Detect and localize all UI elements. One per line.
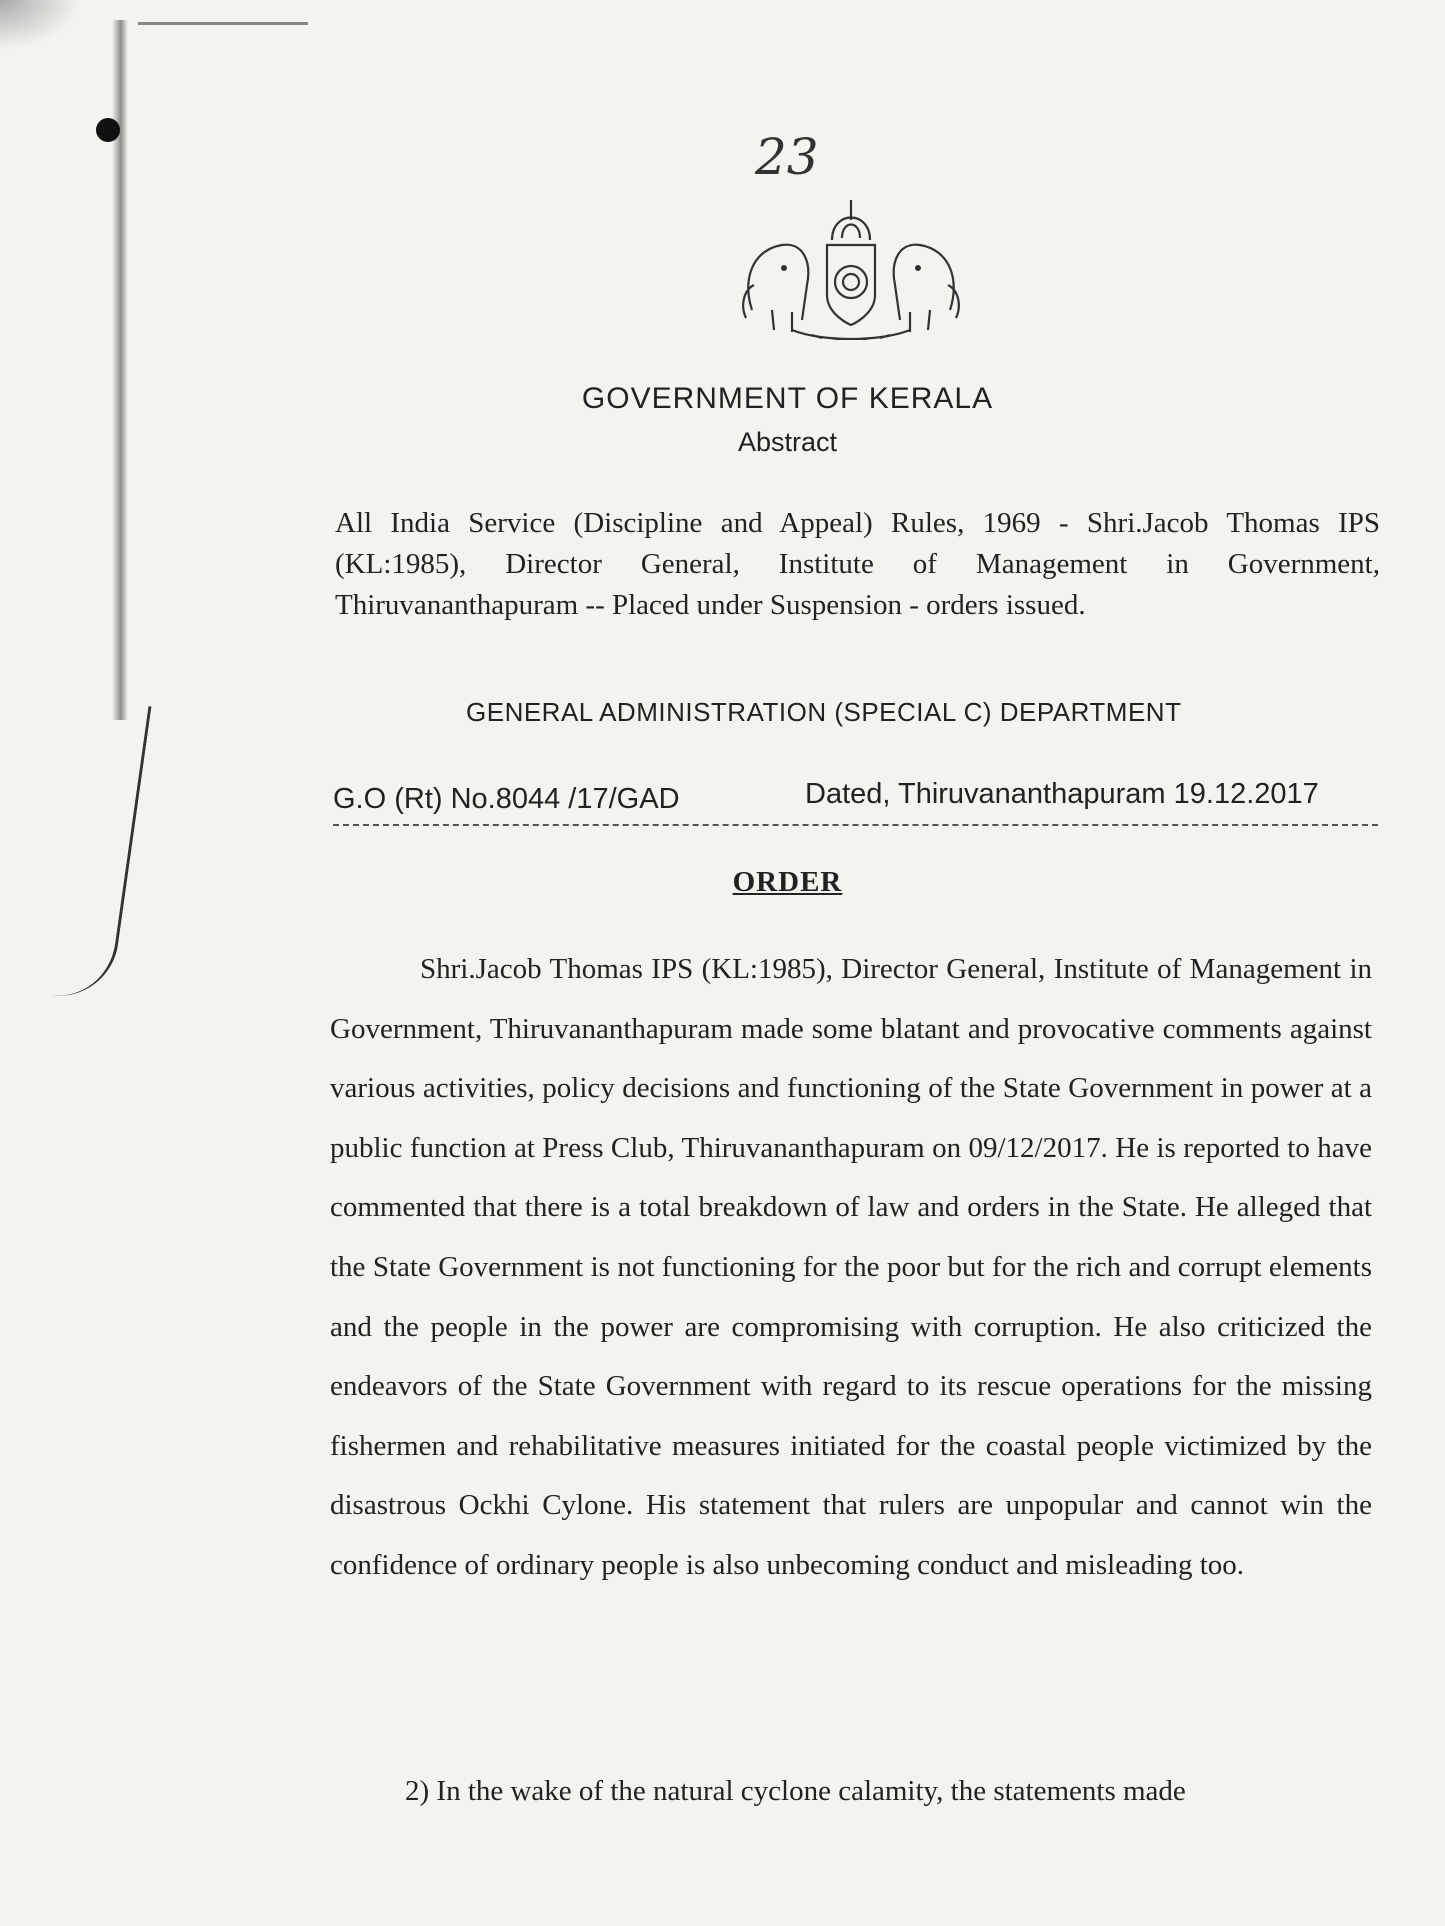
kerala-state-emblem-icon (732, 190, 970, 340)
paragraph-2-text: 2) In the wake of the natural cyclone calamity, the statements made (405, 1775, 1186, 1807)
handwritten-page-number: 23 (755, 128, 819, 186)
scan-artifact-line (138, 22, 308, 25)
scan-smudge (0, 0, 80, 50)
order-paragraph-1 (330, 940, 1372, 1596)
order-paragraph-2 (330, 1762, 1372, 1821)
department-name: GENERAL ADMINISTRATION (SPECIAL C) DEPARTMENT (466, 697, 1182, 727)
go-number: G.O (Rt) No.8044 /17/GAD (333, 783, 680, 815)
order-heading: ORDER (732, 866, 843, 898)
paragraph-1-text: Shri.Jacob Thomas IPS (KL:1985), Director General, Institute of Management in Government, Thiruvananthapuram made some blatant and provocative comments against various activities, policy decisions and functioning of the State Government in power at a public function at Press Club, Thiruvananthapuram on 09/12/2017. He is reported to have commented that there is a total breakdown of law and orders in the State. He alleged that the State Government is not functioning for the poor but for the rich and corrupt elements and the people in the power are compromising with corruption. He also criticized the endeavors of the State Government with regard to its rescue operations for the missing fishermen and rehabilitative measures initiated for the coastal people victimized by the disastrous Ockhi Cylone. His statement that rulers are unpopular and cannot win the confidence of ordinary people is also unbecoming conduct and misleading too. (330, 953, 1372, 1581)
abstract-label: Abstract (737, 427, 838, 457)
government-title: GOVERNMENT OF KERALA (581, 382, 994, 415)
binding-curve (37, 696, 151, 1003)
punch-hole (96, 118, 120, 142)
order-date: Dated, Thiruvananthapuram 19.12.2017 (805, 778, 1319, 810)
subject-text: All India Service (Discipline and Appeal) Rules, 1969 - Shri.Jacob Thomas IPS (KL:1985), Director General, Institute of Management in Government, Thiruvananthapuram -- Placed under Suspension - orders issued. (335, 507, 1380, 621)
divider-rule (333, 824, 1378, 826)
